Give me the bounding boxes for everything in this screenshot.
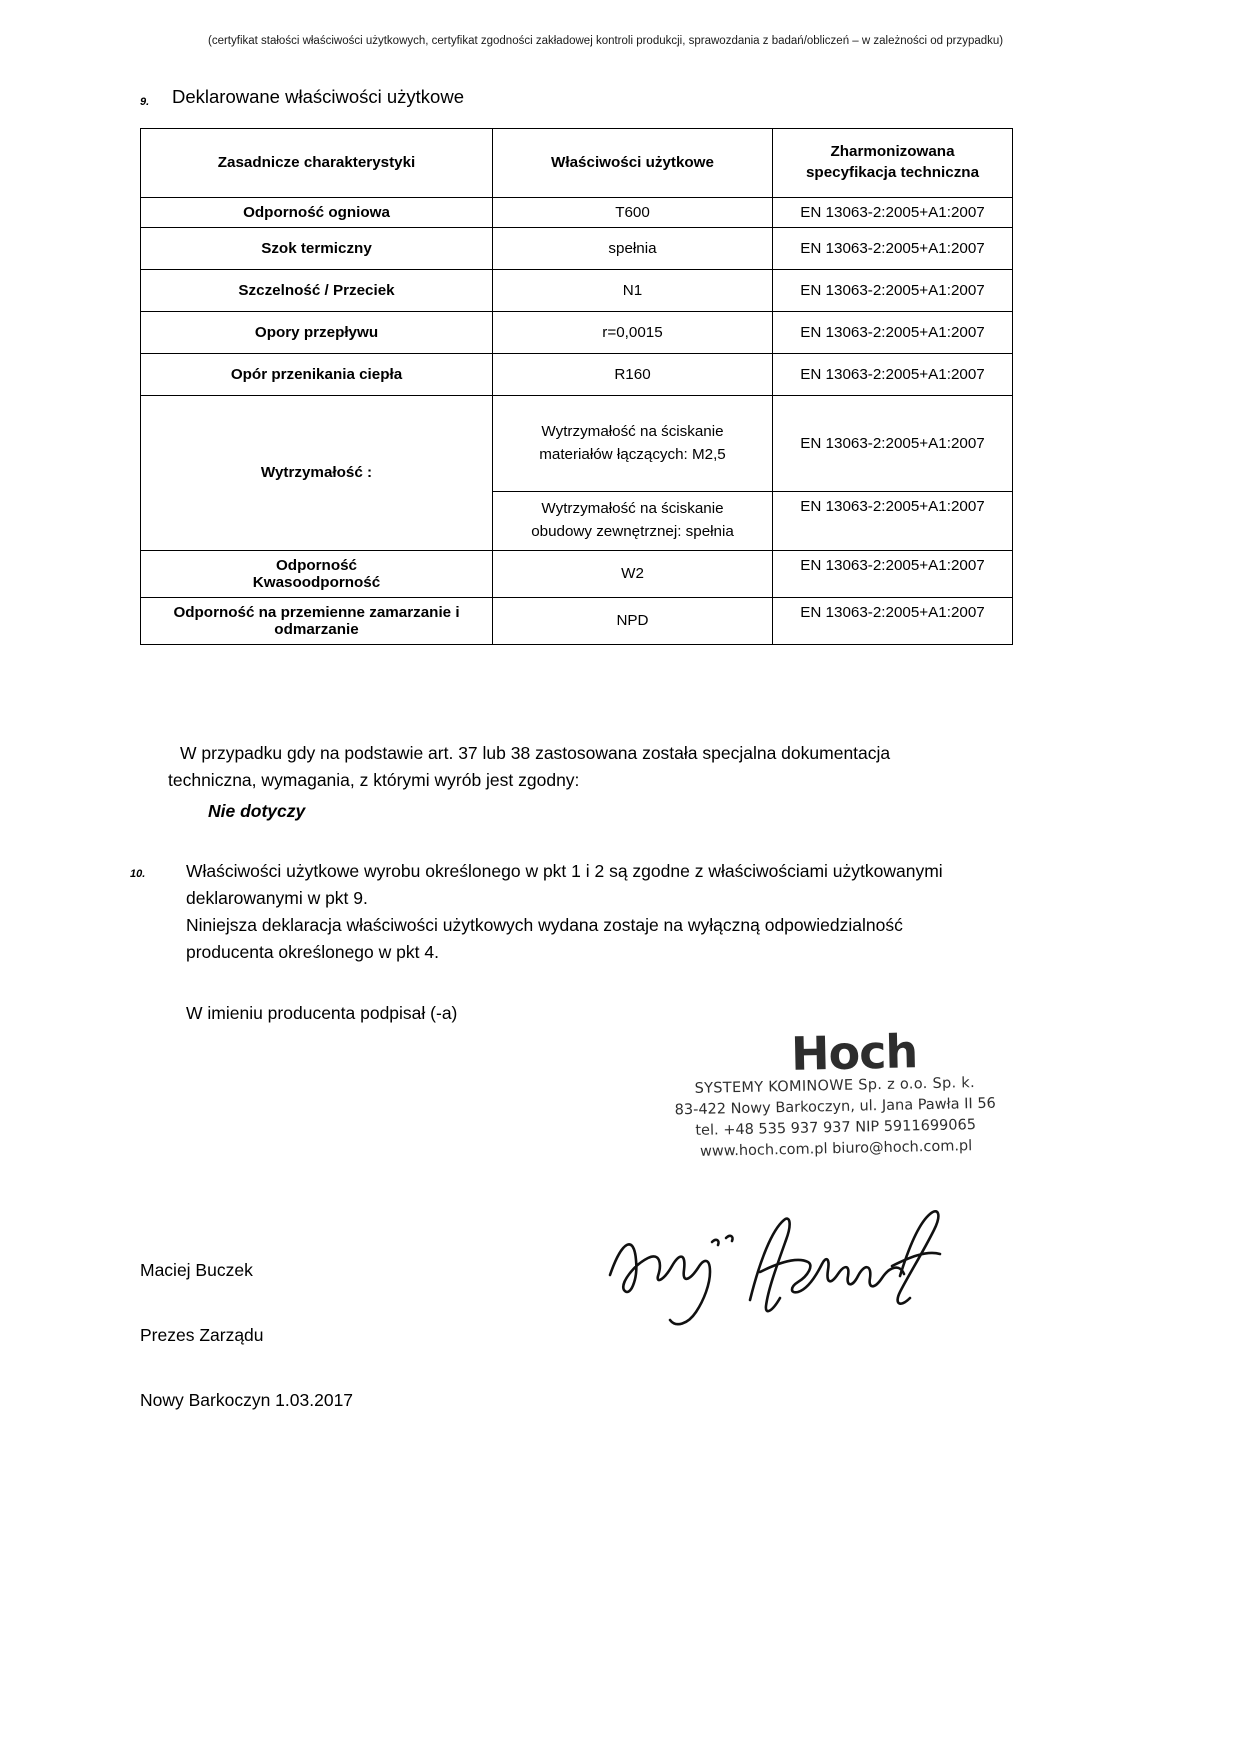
table-row: [141, 270, 1013, 312]
special-doc-line1: W przypadku gdy na podstawie art. 37 lub 38 zastosowana została specjalna dokumentacja: [180, 743, 891, 763]
special-doc-line2: techniczna, wymagania, z którymi wyrób jest zgodny:: [168, 770, 580, 791]
row-spec: EN 13063-2:2005+A1:2007: [773, 354, 1013, 396]
row-name-line2: odmarzanie: [274, 620, 359, 638]
header-note: (certyfikat stałości właściwości użytkowych, certyfikat zgodności zakładowej kontroli produkcji, sprawozdania z badań/obliczeń – w zależności od przypadku): [208, 35, 1004, 47]
handwritten-signature: [600, 1180, 1000, 1340]
table-row: [141, 228, 1013, 270]
place-and-date: Nowy Barkoczyn 1.03.2017: [140, 1390, 354, 1410]
row-name: Szczelność / Przeciek: [141, 270, 493, 312]
header-harmonised-spec: [773, 129, 1013, 198]
row-name: Opory przepływu: [141, 312, 493, 354]
row-spec: EN 13063-2:2005+A1:2007: [773, 198, 1013, 228]
row-name-line2: Kwasoodporność: [252, 573, 381, 591]
section-10-line3: Niniejsza deklaracja właściwości użytkowych wydana zostaje na wyłączną odpowiedzialność: [186, 915, 903, 936]
stamp-line-contact: tel. +48 535 937 937 NIP 5911699065: [695, 1117, 977, 1139]
row-name: Szok termiczny: [141, 228, 493, 270]
signatory-name: Maciej Buczek: [140, 1260, 253, 1280]
special-doc-answer: Nie dotyczy: [208, 801, 306, 822]
row-value: NPD: [493, 597, 773, 644]
section-9-number: 9.: [140, 96, 150, 108]
row-value: [493, 492, 773, 551]
row-value: spełnia: [493, 228, 773, 270]
table-header-row: [141, 129, 1013, 198]
stamp-line-web: www.hoch.com.pl biuro@hoch.com.pl: [699, 1138, 973, 1160]
row-spec: EN 13063-2:2005+A1:2007: [773, 270, 1013, 312]
header-harmonised-spec-line2: specyfikacja techniczna: [805, 164, 980, 181]
section-10-line1: Właściwości użytkowe wyrobu określonego w pkt 1 i 2 są zgodne z właściwościami użytkowanymi: [186, 861, 943, 881]
row-value: N1: [493, 270, 773, 312]
stamp-line-address: 83-422 Nowy Barkoczyn, ul. Jana Pawła II 56: [674, 1095, 996, 1119]
row-spec: EN 13063-2:2005+A1:2007: [773, 396, 1013, 492]
row-value: W2: [493, 550, 773, 597]
row-value-line2: obudowy zewnętrznej: spełnia: [531, 522, 734, 540]
row-name-strength: Wytrzymałość :: [141, 396, 493, 551]
company-stamp: [629, 1026, 1042, 1165]
special-documentation-paragraph: [168, 740, 1040, 825]
row-name-line1: Odporność na przemienne zamarzanie i: [173, 603, 460, 621]
header-performance: Właściwości użytkowe: [493, 129, 773, 198]
row-value: R160: [493, 354, 773, 396]
table-row: [141, 550, 1013, 597]
declared-performance-table: [140, 128, 1013, 645]
section-10-paragraph: [186, 858, 1036, 967]
row-spec: EN 13063-2:2005+A1:2007: [773, 550, 1013, 597]
table-row-strength-1: [141, 396, 1013, 492]
row-spec: EN 13063-2:2005+A1:2007: [773, 228, 1013, 270]
row-name: [141, 550, 493, 597]
row-value: T600: [493, 198, 773, 228]
row-value-line1: Wytrzymałość na ściskanie: [541, 500, 724, 517]
table-row: [141, 354, 1013, 396]
row-name-line1: Odporność: [275, 556, 357, 574]
row-value-line2: materiałów łączących: M2,5: [539, 445, 726, 463]
header-essential-characteristics: Zasadnicze charakterystyki: [141, 129, 493, 198]
stamp-logo: Hoch: [790, 1024, 918, 1081]
row-value-line1: Wytrzymałość na ściskanie: [541, 422, 724, 440]
header-harmonised-spec-line1: Zharmonizowana: [830, 143, 955, 161]
section-9-heading: [140, 86, 1040, 108]
section-10-line2: deklarowanymi w pkt 9.: [186, 888, 368, 909]
signed-by-label: W imieniu producenta podpisał (-a): [186, 1003, 458, 1023]
row-name: Opór przenikania ciepła: [141, 354, 493, 396]
signatory-position: Prezes Zarządu: [140, 1325, 264, 1345]
row-name: Odporność ogniowa: [141, 198, 493, 228]
table-row: [141, 198, 1013, 228]
section-10-number: 10.: [130, 868, 146, 880]
table-row: [141, 597, 1013, 644]
section-9-title: Deklarowane właściwości użytkowe: [172, 86, 464, 107]
row-spec: EN 13063-2:2005+A1:2007: [773, 597, 1013, 644]
table-row: [141, 312, 1013, 354]
row-spec: EN 13063-2:2005+A1:2007: [773, 312, 1013, 354]
row-value: r=0,0015: [493, 312, 773, 354]
row-value: [493, 396, 773, 492]
section-10-line4: producenta określonego w pkt 4.: [186, 942, 439, 963]
stamp-line-company: SYSTEMY KOMINOWE Sp. z o.o. Sp. k.: [694, 1075, 976, 1097]
row-name: [141, 597, 493, 644]
row-spec: EN 13063-2:2005+A1:2007: [773, 492, 1013, 551]
